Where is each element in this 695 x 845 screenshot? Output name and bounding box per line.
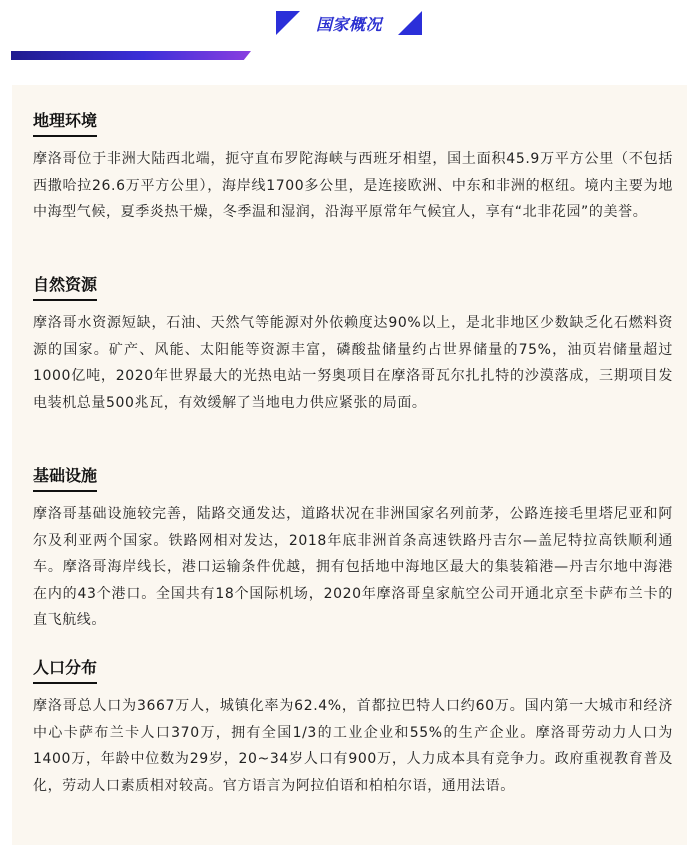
section-body: 摩洛哥水资源短缺，石油、天然气等能源对外依赖度达90%以上，是北非地区少数缺乏化石燃料资源的国家。矿产、风能、太阳能等资源丰富，磷酸盐储量约占世界储量的75%，油页岩储量超过1000亿吨，2020年世界最大的光热电站一努奥项目在摩洛哥瓦尔扎扎特的沙漠落成，三期项目发电装机总量500兆瓦，有效缓解了当地电力供应紧张的局面。: [33, 315, 673, 411]
left-triangle-decoration: [276, 11, 300, 35]
section-geography: [33, 110, 673, 226]
section-heading: 人口分布: [33, 657, 97, 684]
section-heading: 地理环境: [33, 110, 97, 137]
section-resources: [33, 274, 673, 416]
right-triangle-decoration: [398, 11, 422, 35]
section-body: 摩洛哥总人口为3667万人，城镇化率为62.4%，首都拉巴特人口约60万。国内第一大城市和经济中心卡萨布兰卡人口370万，拥有全国1/3的工业企业和55%的生产企业。摩洛哥劳动力人口为1400万，年龄中位数为29岁，20~34岁人口有900万，人力成本具有竞争力。政府重视教育普及化，劳动人口素质相对较高。官方语言为阿拉伯语和柏柏尔语，通用法语。: [33, 698, 673, 794]
section-heading: 基础设施: [33, 465, 97, 492]
content-card: [12, 85, 687, 845]
section-heading: 自然资源: [33, 274, 97, 301]
page-header: [0, 0, 695, 62]
section-infrastructure: [33, 465, 673, 634]
gradient-bar-decoration: [11, 51, 251, 60]
page-title: 国家概况: [315, 15, 382, 34]
section-body: 摩洛哥位于非洲大陆西北端，扼守直布罗陀海峡与西班牙相望，国土面积45.9万平方公里（不包括西撒哈拉26.6万平方公里），海岸线1700多公里，是连接欧洲、中东和非洲的枢纽。境内主要为地中海型气候，夏季炎热干燥，冬季温和湿润，沿海平原常年气候宜人，享有“北非花园”的美誉。: [33, 151, 673, 220]
section-population: [33, 657, 673, 799]
section-body: 摩洛哥基础设施较完善，陆路交通发达，道路状况在非洲国家名列前茅，公路连接毛里塔尼亚和阿尔及利亚两个国家。铁路网相对发达，2018年底非洲首条高速铁路丹吉尔—盖尼特拉高铁顺利通车。摩洛哥海岸线长，港口运输条件优越，拥有包括地中海地区最大的集装箱港—丹吉尔地中海港在内的43个港口。全国共有18个国际机场，2020年摩洛哥皇家航空公司开通北京至卡萨布兰卡的直飞航线。: [33, 506, 673, 628]
